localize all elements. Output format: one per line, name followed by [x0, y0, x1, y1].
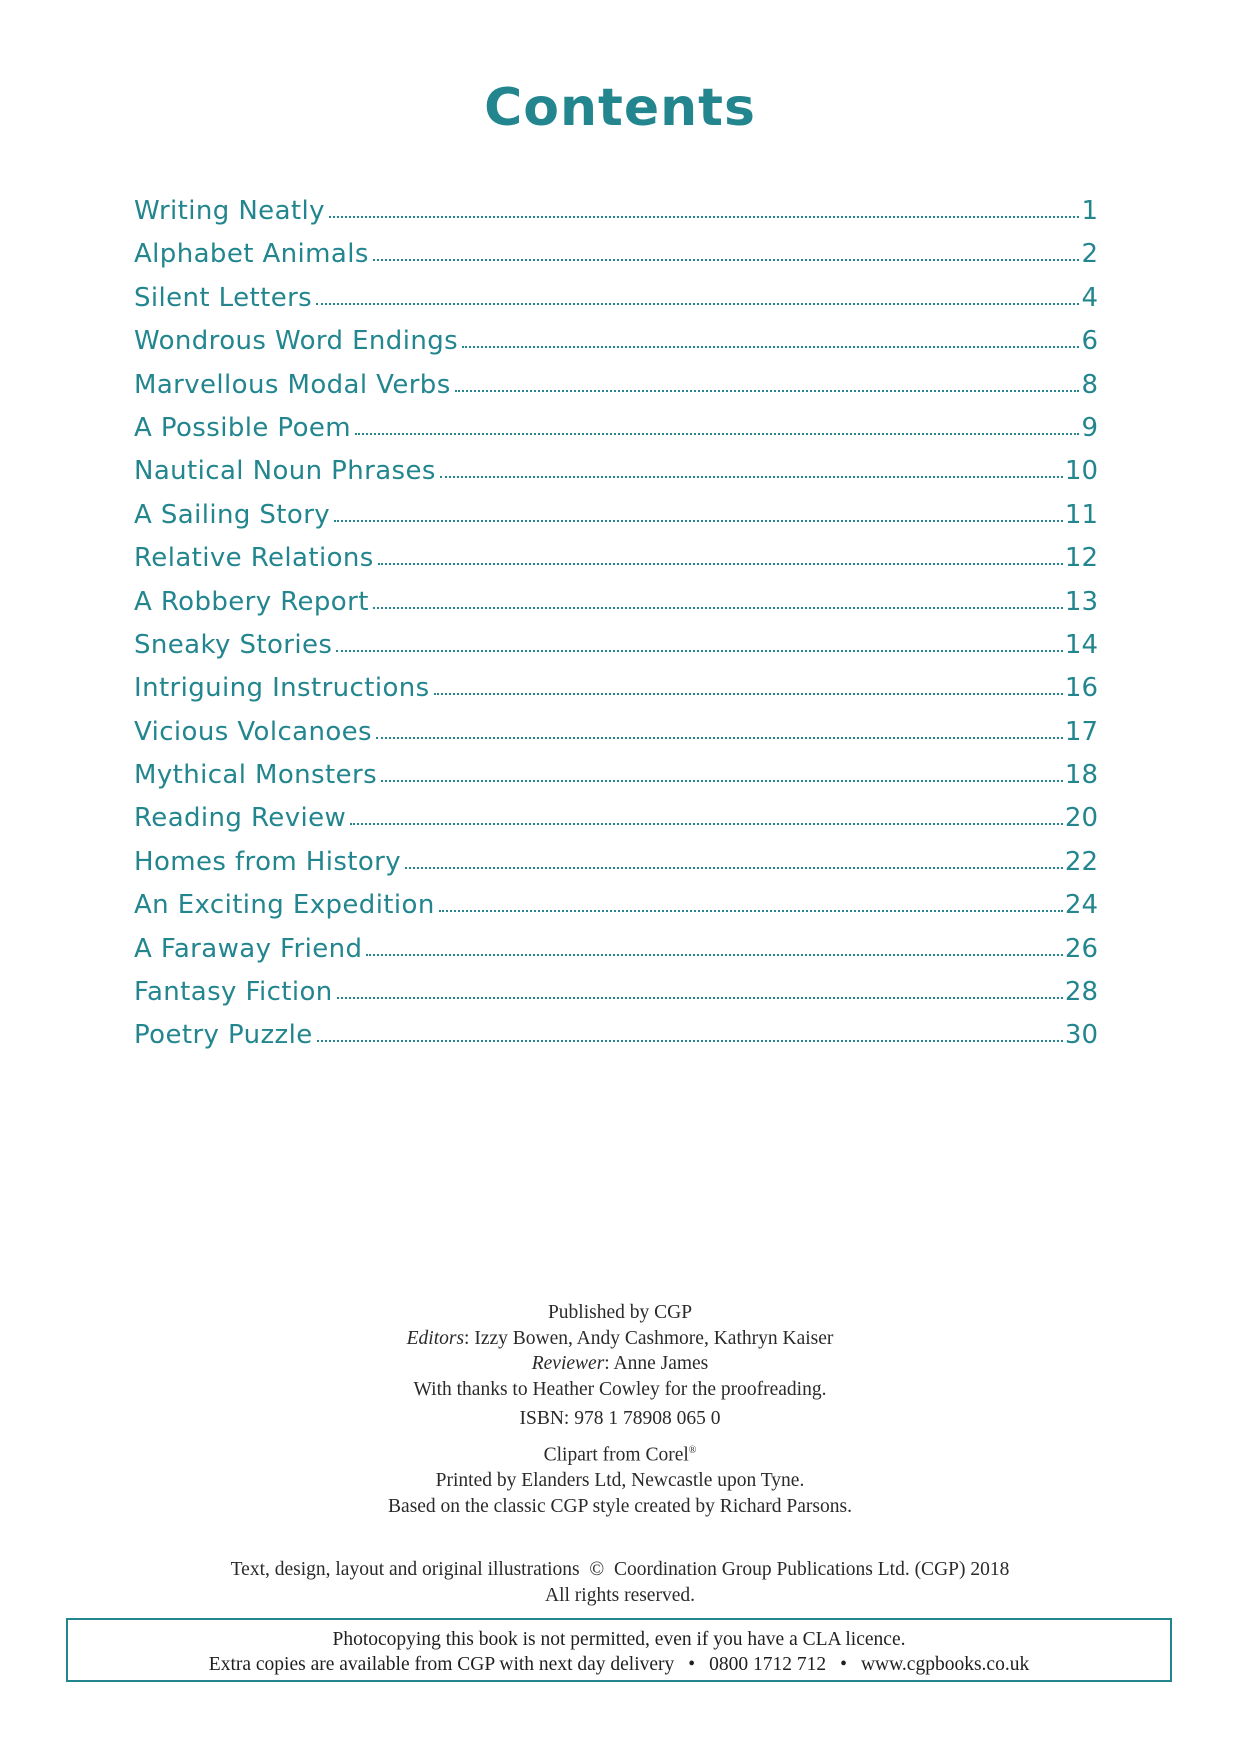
toc-entry-page: 12	[1064, 543, 1098, 574]
thanks-line: With thanks to Heather Cowley for the proofreading.	[413, 1378, 827, 1400]
toc-entry-page: 13	[1064, 586, 1098, 617]
bullet-separator: •	[688, 1654, 696, 1675]
toc-entry-page: 26	[1064, 933, 1098, 964]
reviewer-name: : Anne James	[604, 1353, 709, 1374]
toc-entry-title: Reading Review	[134, 803, 347, 834]
toc-entry[interactable]	[134, 673, 1098, 716]
dot-leader	[381, 779, 1063, 782]
toc-entry-title: Writing Neatly	[134, 196, 325, 226]
toc-entry-page: 30	[1064, 1020, 1098, 1051]
toc-entry[interactable]	[134, 890, 1098, 933]
toc-entry-page: 16	[1064, 673, 1098, 704]
toc-entry-page: 2	[1081, 239, 1098, 270]
photocopy-notice	[66, 1618, 1172, 1682]
toc-entry-page: 9	[1081, 412, 1098, 443]
dot-leader	[336, 649, 1063, 652]
table-of-contents	[134, 196, 1098, 1064]
dot-leader	[366, 953, 1063, 956]
notice-line-1: Photocopying this book is not permitted, even if you have a CLA licence.	[332, 1629, 906, 1650]
toc-entry-page: 17	[1064, 716, 1098, 747]
toc-entry-page: 11	[1064, 499, 1098, 530]
toc-entry[interactable]	[134, 847, 1098, 890]
registered-mark: ®	[688, 1445, 697, 1456]
reviewer-label: Reviewer	[531, 1353, 605, 1374]
toc-entry-title: Silent Letters	[134, 282, 313, 313]
toc-entry[interactable]	[134, 630, 1098, 673]
editors-line	[0, 1326, 1240, 1352]
toc-entry-title: A Faraway Friend	[134, 933, 363, 964]
toc-entry[interactable]	[134, 500, 1098, 543]
page-title: Contents	[484, 78, 756, 138]
bullet-separator: •	[840, 1654, 847, 1675]
dot-leader	[405, 866, 1063, 869]
toc-entry-page: 22	[1064, 846, 1098, 877]
notice-delivery-text: Extra copies are available from CGP with next day delivery	[208, 1654, 675, 1675]
toc-entry[interactable]	[134, 1020, 1098, 1063]
toc-entry-page: 8	[1081, 369, 1098, 400]
website-link[interactable]: www.cgpbooks.co.uk	[860, 1654, 1030, 1675]
toc-entry-title: Vicious Volcanoes	[134, 716, 373, 747]
dot-leader	[434, 692, 1063, 695]
based-on: Based on the classic CGP style created by Richard Parsons.	[388, 1495, 852, 1517]
toc-entry[interactable]	[134, 413, 1098, 456]
printed-by: Printed by Elanders Ltd, Newcastle upon Tyne.	[435, 1470, 805, 1491]
toc-entry[interactable]	[134, 543, 1098, 586]
dot-leader	[462, 345, 1079, 348]
dot-leader	[455, 389, 1080, 392]
dot-leader	[355, 432, 1079, 435]
dot-leader	[373, 258, 1080, 261]
dot-leader	[329, 215, 1080, 218]
toc-entry-page: 4	[1081, 282, 1098, 313]
dot-leader	[317, 1039, 1063, 1042]
toc-entry-title: Fantasy Fiction	[134, 977, 333, 1008]
toc-entry-title: Mythical Monsters	[134, 760, 378, 791]
toc-entry[interactable]	[134, 760, 1098, 803]
toc-entry[interactable]	[134, 370, 1098, 413]
published-by: Published by CGP	[547, 1302, 693, 1323]
toc-entry-page: 14	[1064, 629, 1098, 660]
isbn: ISBN: 978 1 78908 065 0	[519, 1408, 721, 1429]
publishing-credits	[0, 1300, 1240, 1402]
dot-leader	[350, 822, 1063, 825]
toc-entry[interactable]	[134, 196, 1098, 239]
clipart-line	[0, 1438, 1240, 1468]
toc-entry[interactable]	[134, 934, 1098, 977]
toc-entry-page: 28	[1064, 977, 1098, 1008]
dot-leader	[337, 996, 1063, 999]
toc-entry-title: Alphabet Animals	[134, 239, 369, 270]
toc-entry-title: A Possible Poem	[134, 412, 351, 443]
toc-entry-title: A Sailing Story	[134, 499, 331, 530]
toc-entry-title: Intriguing Instructions	[134, 673, 430, 704]
reviewer-line	[0, 1351, 1240, 1377]
toc-entry[interactable]	[134, 283, 1098, 326]
rights-line: All rights reserved.	[544, 1584, 695, 1606]
toc-entry-title: Poetry Puzzle	[134, 1020, 313, 1051]
dot-leader	[334, 519, 1063, 522]
copyright-line: Text, design, layout and original illustrations © Coordination Group Publications Ltd. (CGP) 2018	[230, 1559, 1010, 1580]
toc-entry-title: Nautical Noun Phrases	[134, 456, 436, 487]
toc-entry[interactable]	[134, 717, 1098, 760]
toc-entry-title: Homes from History	[134, 846, 402, 877]
toc-entry-title: Sneaky Stories	[134, 629, 333, 660]
toc-entry-page: 1	[1081, 196, 1098, 226]
clipart-text: Clipart from Corel	[543, 1444, 689, 1466]
toc-entry[interactable]	[134, 803, 1098, 846]
dot-leader	[316, 302, 1079, 305]
toc-entry-title: Relative Relations	[134, 543, 374, 574]
toc-entry[interactable]	[134, 326, 1098, 369]
toc-entry[interactable]	[134, 456, 1098, 499]
toc-entry-page: 24	[1064, 890, 1098, 921]
toc-entry[interactable]	[134, 977, 1098, 1020]
toc-entry-page: 10	[1064, 456, 1098, 487]
phone-number: 0800 1712 712	[709, 1654, 827, 1675]
notice-line-2	[68, 1652, 1170, 1677]
toc-entry-title: Wondrous Word Endings	[134, 326, 459, 357]
toc-entry[interactable]	[134, 587, 1098, 630]
isbn-block	[0, 1406, 1240, 1432]
editors-names: : Izzy Bowen, Andy Cashmore, Kathryn Kaiser	[464, 1327, 834, 1349]
editors-label: Editors	[406, 1327, 465, 1349]
copyright-block	[0, 1557, 1240, 1608]
toc-entry-page: 6	[1081, 326, 1098, 357]
dot-leader	[376, 736, 1063, 739]
dot-leader	[378, 562, 1063, 565]
toc-entry-title: Marvellous Modal Verbs	[134, 369, 451, 400]
printing-credits	[0, 1432, 1240, 1519]
toc-entry-page: 18	[1064, 760, 1098, 791]
toc-entry-page: 20	[1064, 803, 1098, 834]
dot-leader	[439, 909, 1063, 912]
dot-leader	[373, 606, 1063, 609]
dot-leader	[440, 475, 1063, 478]
toc-entry[interactable]	[134, 239, 1098, 282]
toc-entry-title: An Exciting Expedition	[134, 890, 435, 921]
toc-entry-title: A Robbery Report	[134, 586, 369, 617]
